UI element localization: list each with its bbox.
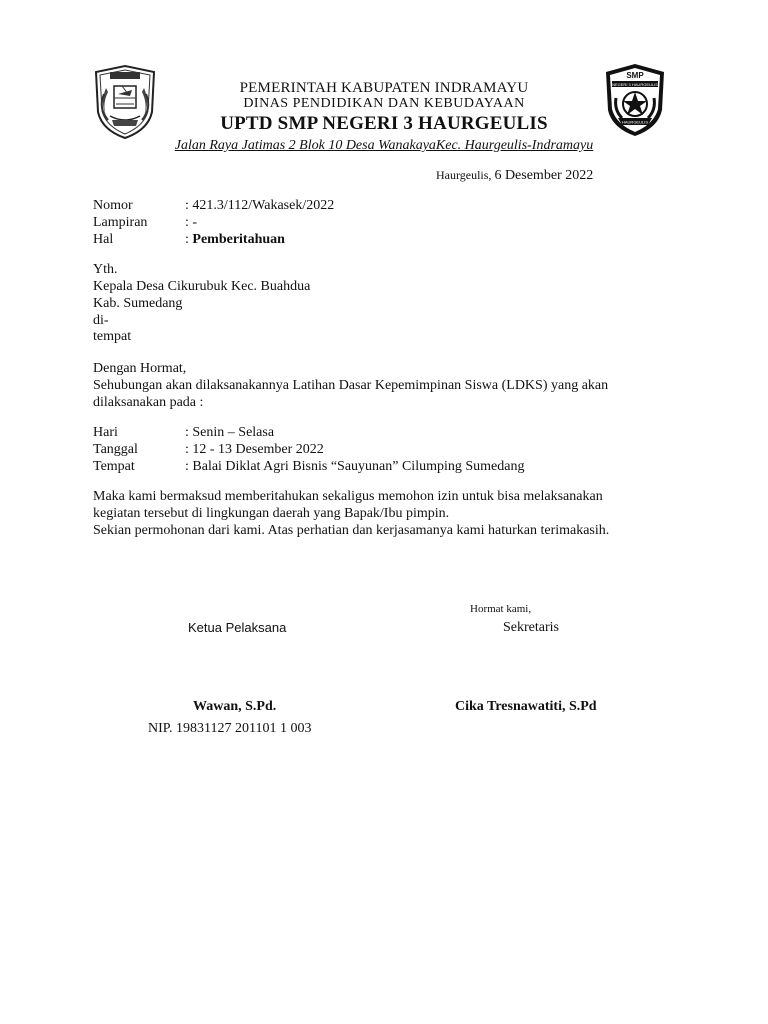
meta-label-hal: Hal (93, 232, 114, 247)
recipient-line: tempat (93, 329, 132, 344)
right-signatory-role: Sekretaris (503, 620, 559, 635)
meta-hal-prefix: : (185, 232, 193, 247)
letter-date (436, 168, 593, 184)
government-title: PEMERINTAH KABUPATEN INDRAMAYU (239, 80, 529, 96)
event-label-hari: Hari (93, 425, 118, 440)
event-label-tanggal: Tanggal (93, 442, 138, 457)
meta-value-lampiran: : - (185, 215, 198, 230)
left-signatory-role: Ketua Pelaksana (188, 620, 287, 635)
closing-line: Maka kami bermaksud memberitahukan sekaligus memohon izin untuk bisa melaksanakan (93, 489, 603, 504)
closing-line: Sekian permohonan dari kami. Atas perhatian dan kerjasamanya kami haturkan terimakasih. (93, 523, 610, 538)
meta-label-nomor: Nomor (93, 198, 133, 213)
event-label-tempat: Tempat (93, 459, 135, 474)
school-emblem-bottom-text: HAURGEULIS (621, 119, 649, 125)
recipient-line: Kepala Desa Cikurubuk Kec. Buahdua (93, 279, 311, 294)
event-value-tempat: : Balai Diklat Agri Bisnis “Sauyunan” Cilumping Sumedang (185, 459, 525, 474)
date-value: 6 Desember 2022 (494, 168, 594, 183)
left-signatory-name: Wawan, S.Pd. (193, 699, 277, 714)
meta-value-hal (185, 232, 285, 248)
school-emblem-band-text: NEGERI 3 HAURGEULIS (612, 82, 658, 87)
event-value-hari: : Senin – Selasa (185, 425, 275, 440)
school-emblem-top-text: SMP (626, 71, 644, 80)
closing-line: kegiatan tersebut di lingkungan daerah yang Bapak/Ibu pimpin. (93, 506, 450, 521)
greeting: Dengan Hormat, (93, 361, 187, 376)
opening-line: Sehubungan akan dilaksanakannya Latihan Dasar Kepemimpinan Siswa (LDKS) yang akan (93, 378, 609, 393)
left-signatory-nip: NIP. 19831127 201101 1 003 (148, 721, 312, 736)
recipient-line: di- (93, 313, 109, 328)
school-title: UPTD SMP NEGERI 3 HAURGEULIS (220, 113, 548, 134)
opening-line: dilaksanakan pada : (93, 395, 204, 410)
department-title: DINAS PENDIDIKAN DAN KEBUDAYAAN (243, 96, 525, 111)
meta-hal-subject: Pemberitahuan (192, 232, 285, 247)
event-value-tanggal: : 12 - 13 Desember 2022 (185, 442, 324, 457)
meta-value-nomor: : 421.3/112/Wakasek/2022 (185, 198, 335, 213)
right-signatory-name: Cika Tresnawatiti, S.Pd (455, 699, 597, 714)
regards-text: Hormat kami, (470, 603, 532, 615)
recipient-line: Yth. (93, 262, 118, 277)
meta-label-lampiran: Lampiran (93, 215, 148, 230)
school-address: Jalan Raya Jatimas 2 Blok 10 Desa WanakayaKec. Haurgeulis-Indramayu (174, 138, 594, 153)
date-place: Haurgeulis, (436, 168, 492, 182)
recipient-line: Kab. Sumedang (93, 296, 183, 311)
